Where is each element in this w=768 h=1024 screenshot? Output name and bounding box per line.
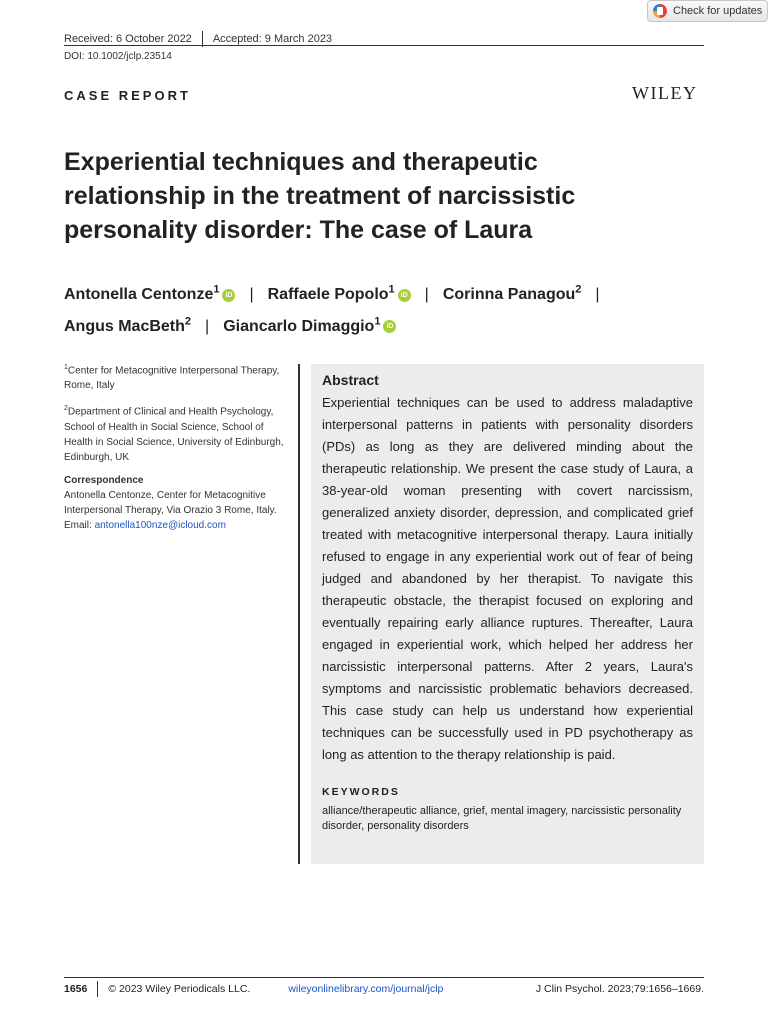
page-footer — [64, 981, 704, 997]
section-label: CASE REPORT — [64, 88, 191, 103]
abstract-rule — [298, 364, 300, 864]
keywords-heading: KEYWORDS — [322, 786, 400, 798]
copyright: © 2023 Wiley Periodicals LLC. — [108, 983, 251, 995]
check-for-updates-button[interactable] — [647, 0, 768, 22]
email-link[interactable]: antonella100nze@icloud.com — [94, 519, 226, 531]
correspondence-text: Antonella Centonze, Center for Metacognitive Interpersonal Therapy, Via Orazio 3 Rome, Italy. Email: antonella100nze@icloud.com — [64, 489, 277, 531]
abstract-text: Experiential techniques can be used to address maladaptive interpersonal patterns in patients with personality disorders (PDs) as long as they are delivered minding about the therapeutic relationship. We present the case study of Laura, a 38-year-old woman presenting with covert narcissism, generalized anxiety disorder, depression, and complicated grief treated with metacognitive interpersonal therapy. Laura initially refused to engage in any experiential work out of fear of being judged and abandoned by her therapist. To navigate this therapeutic obstacle, the therapist focused on exploring and eventually repairing early alliance ruptures. Thereafter, Laura engaged in experiential work, which helped her address her narcissistic interpersonal patterns. After 2 years, Laura's symptoms and narcissistic problematic behaviors decreased. This case study can help us understand how experiential techniques can be successfully used in PD psychotherapy as long as attention to the therapy relationship is paid. — [322, 395, 693, 762]
abstract-box — [311, 364, 704, 864]
keywords-text: alliance/therapeutic alliance, grief, mental imagery, narcissistic personality disorder, personality disorders — [322, 805, 682, 832]
abstract-heading: Abstract — [322, 372, 379, 388]
correspondence-heading: Correspondence — [64, 474, 144, 486]
doi: DOI: 10.1002/jclp.23514 — [64, 51, 172, 62]
article-title: Experiential techniques and therapeutic relationship in the treatment of narcissistic personality disorder: The case of Laura — [64, 148, 576, 244]
received-date: Received: 6 October 2022 — [64, 33, 192, 45]
author[interactable]: Antonella Centonze$^1$ — [64, 284, 220, 304]
affiliation-1: $^1$Center for Metacognitive Interpersonal Therapy, Rome, Italy — [64, 364, 280, 392]
publisher-logo: WILEY — [632, 83, 698, 103]
citation: J Clin Psychol. 2023;79:1656–1669. — [535, 983, 704, 995]
author[interactable]: Raffaele Popolo$^1$ — [267, 284, 395, 304]
author[interactable]: Corinna Panagou$^2$ — [442, 284, 582, 304]
author-list: Antonella Centonze$^1$ iD | Raffaele Popolo$^1$ iD | Corinna Panagou$^2$ | Angus MacBeth$^2$ | Giancarlo Dimaggio$^1$ iD — [64, 284, 600, 335]
journal-link[interactable]: wileyonlinelibrary.com/journal/jclp — [288, 983, 444, 995]
crossmark-icon — [653, 4, 667, 18]
affiliation-2: $^2$Department of Clinical and Health Psychology, School of Health in Social Science, School of Health in Social Science, University of Edinburgh, Edinburgh, UK — [64, 405, 284, 463]
accepted-date: Accepted: 9 March 2023 — [212, 33, 333, 45]
author[interactable]: Angus MacBeth$^2$ — [64, 315, 192, 335]
page-number: 1656 — [64, 983, 88, 995]
check-for-updates-label: Check for updates — [673, 5, 763, 17]
affiliations — [64, 360, 284, 533]
orcid-icon[interactable]: iD — [222, 289, 235, 302]
footer-separator — [97, 981, 98, 997]
orcid-icon[interactable]: iD — [383, 320, 396, 333]
orcid-icon[interactable]: iD — [398, 289, 411, 302]
footer-rule — [64, 977, 704, 978]
author[interactable]: Giancarlo Dimaggio$^1$ — [223, 315, 381, 335]
header-rule — [64, 45, 704, 46]
